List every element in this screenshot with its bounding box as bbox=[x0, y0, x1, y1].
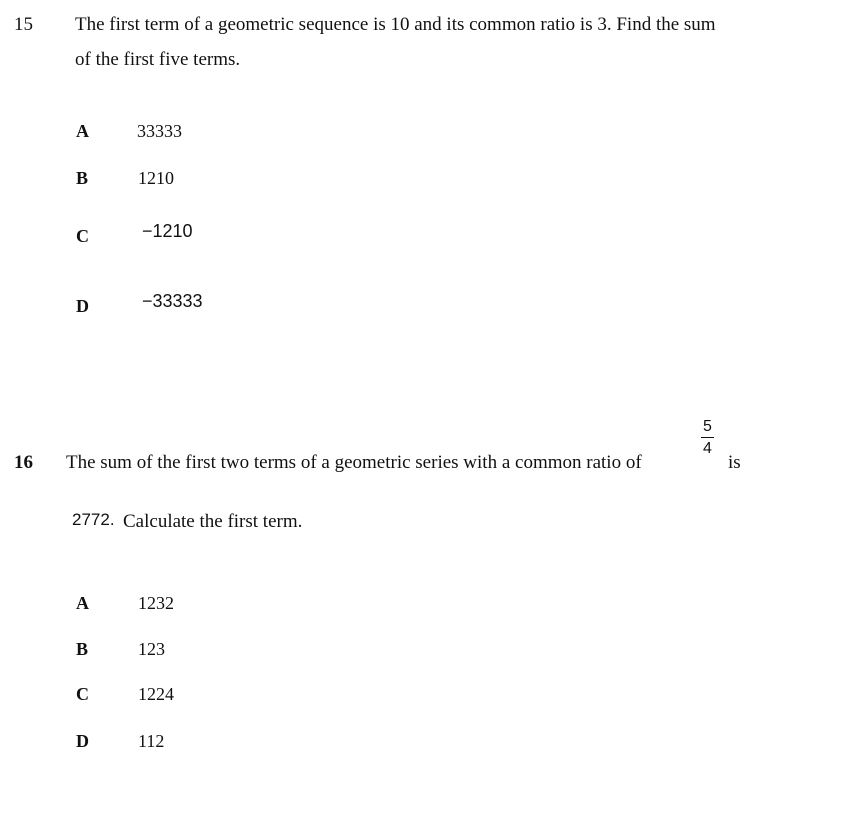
q16-option-a-letter[interactable]: A bbox=[76, 593, 89, 613]
q16-option-b-letter[interactable]: B bbox=[76, 639, 89, 659]
q16-option-a-value[interactable]: 1232 bbox=[138, 593, 174, 613]
fraction-numerator: 5 bbox=[703, 418, 712, 435]
q16-option-d-letter[interactable]: D bbox=[76, 731, 89, 751]
q15-option-b-value[interactable]: 1210 bbox=[138, 168, 174, 188]
question-16-sum-value: 2772. bbox=[72, 510, 115, 529]
q15-option-b-letter[interactable]: B bbox=[76, 168, 89, 188]
q15-option-d-letter[interactable]: D bbox=[76, 296, 89, 316]
fraction-bar bbox=[701, 437, 714, 438]
q16-option-b-value[interactable]: 123 bbox=[138, 639, 165, 659]
question-number-16: 16 bbox=[14, 452, 33, 473]
question-16-text-line-2: Calculate the first term. bbox=[123, 511, 303, 532]
q15-option-d-value[interactable]: −33333 bbox=[142, 291, 203, 311]
question-16-text-line-1-end: is bbox=[728, 452, 741, 473]
q16-option-c-letter[interactable]: C bbox=[76, 684, 89, 704]
fraction-denominator: 4 bbox=[703, 440, 712, 457]
common-ratio-fraction bbox=[701, 418, 714, 458]
q16-option-c-value[interactable]: 1224 bbox=[138, 684, 174, 704]
q15-option-a-value[interactable]: 33333 bbox=[137, 121, 182, 141]
q15-option-c-letter[interactable]: C bbox=[76, 226, 89, 246]
q16-option-d-value[interactable]: 112 bbox=[138, 731, 165, 751]
question-number-15: 15 bbox=[14, 14, 33, 35]
question-16-text-line-1: The sum of the first two terms of a geometric series with a common ratio of bbox=[66, 452, 642, 473]
q15-option-a-letter[interactable]: A bbox=[76, 121, 89, 141]
question-15-text-line-1: The first term of a geometric sequence is 10 and its common ratio is 3. Find the sum bbox=[75, 14, 716, 35]
q15-option-c-value[interactable]: −1210 bbox=[142, 221, 193, 241]
question-15-text-line-2: of the first five terms. bbox=[75, 49, 241, 70]
